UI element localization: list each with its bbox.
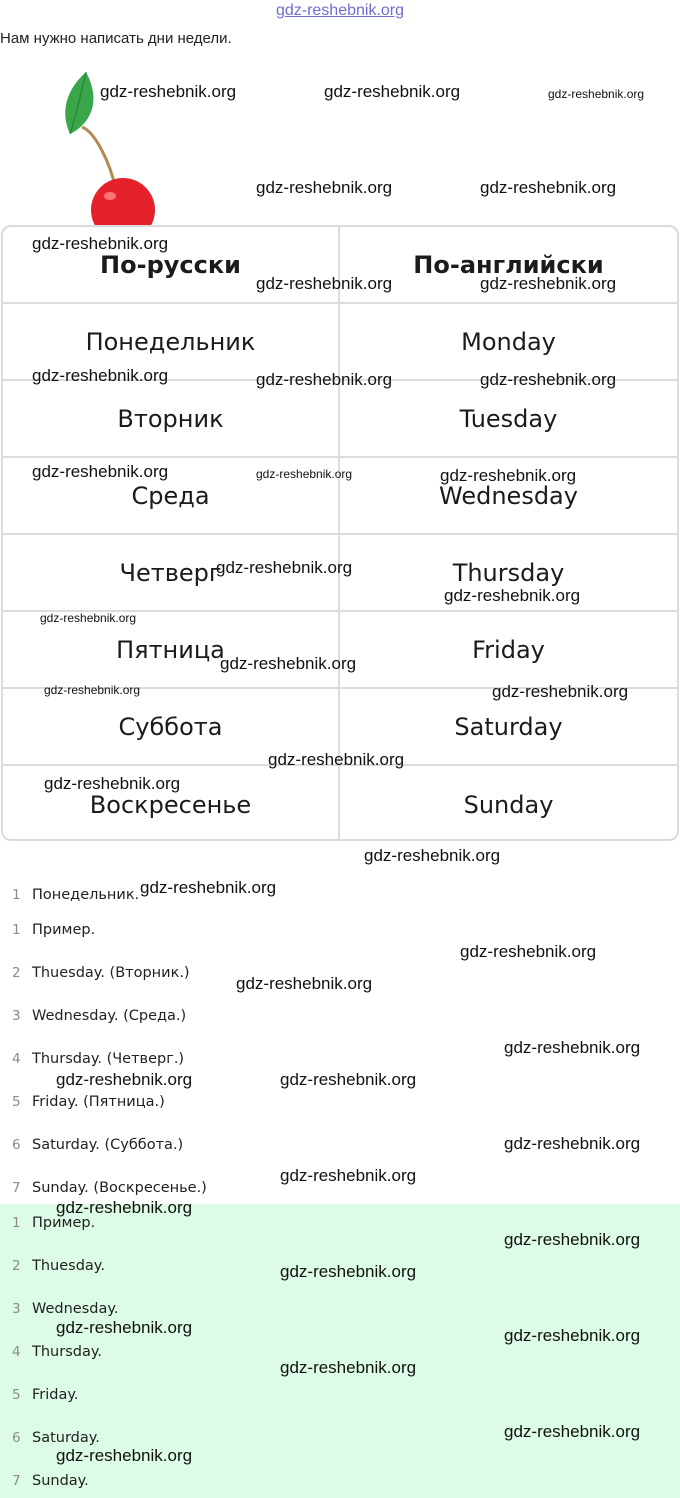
list-item — [0, 918, 95, 942]
cell-english: Tuesday — [459, 404, 558, 433]
list-item-text: Friday. — [32, 1387, 79, 1403]
list-item-text: Saturday. (Суббота.) — [32, 1137, 184, 1153]
watermark: gdz-reshebnik.org — [56, 1446, 193, 1465]
watermark: gdz-reshebnik.org — [324, 82, 461, 101]
cherry-highlight — [104, 192, 116, 200]
list-item-text: Thuesday. — [32, 1258, 105, 1274]
list-item — [0, 1340, 102, 1364]
cell-english: Wednesday — [439, 481, 578, 510]
cell-english: Thursday — [452, 558, 565, 587]
intro-text: Нам нужно написать дни недели. — [0, 30, 232, 47]
cell-russian: Воскресенье — [3, 766, 340, 841]
cell-russian: Пятница — [3, 612, 340, 687]
watermark: gdz-reshebnik.org — [140, 878, 277, 897]
watermark: gdz-reshebnik.org — [504, 1038, 641, 1057]
list-item — [0, 1254, 105, 1278]
list-item-text: Понедельник. — [32, 887, 140, 903]
cell-russian: Четверг — [3, 535, 340, 610]
list-item — [0, 1133, 183, 1157]
watermark: gdz-reshebnik.org — [504, 1422, 641, 1441]
list-item-text: Friday. (Пятница.) — [32, 1094, 165, 1110]
list-item-number: 6 — [12, 1430, 21, 1446]
watermark: gdz-reshebnik.org — [268, 750, 405, 769]
watermark: gdz-reshebnik.org — [256, 370, 393, 389]
list-item-text: Saturday. — [32, 1430, 100, 1446]
watermark: gdz-reshebnik.org — [504, 1134, 641, 1153]
list-item-text: Thursday. (Четверг.) — [32, 1051, 185, 1067]
watermark: gdz-reshebnik.org — [504, 1326, 641, 1345]
watermark: gdz-reshebnik.org — [480, 370, 617, 389]
watermark: gdz-reshebnik.org — [56, 1198, 193, 1217]
cell-russian: Суббота — [3, 689, 340, 764]
list-item-text: Пример. — [32, 1215, 96, 1231]
list-item-number: 4 — [12, 1344, 21, 1360]
watermark: gdz-reshebnik.org — [444, 586, 581, 605]
list-item-number: 4 — [12, 1051, 21, 1067]
list-item-text: Wednesday. — [32, 1301, 119, 1317]
watermark: gdz-reshebnik.org — [44, 774, 181, 793]
list-item — [0, 1004, 186, 1028]
cell-english: Friday — [472, 635, 545, 664]
list-item — [0, 1469, 89, 1493]
list-item — [0, 1383, 79, 1407]
cell-english: Saturday — [454, 712, 563, 741]
list-item — [0, 1176, 207, 1200]
watermark: gdz-reshebnik.org — [256, 178, 393, 197]
cherry-fruit — [91, 178, 155, 227]
header-russian: По-русски — [3, 227, 340, 302]
list-item-number: 7 — [12, 1180, 21, 1196]
cell-russian: Понедельник — [3, 304, 340, 379]
watermark: gdz-reshebnik.org — [56, 1070, 193, 1089]
list-item-text: Sunday. (Воскресенье.) — [32, 1180, 207, 1196]
list-item-number: 6 — [12, 1137, 21, 1153]
watermark: gdz-reshebnik.org — [44, 683, 141, 697]
table-row — [3, 381, 677, 458]
cell-russian: Среда — [3, 458, 340, 533]
watermark: gdz-reshebnik.org — [504, 1230, 641, 1249]
list-item-number: 5 — [12, 1094, 21, 1110]
watermark: gdz-reshebnik.org — [56, 1318, 193, 1337]
watermark: gdz-reshebnik.org — [100, 82, 237, 101]
list-item-number: 2 — [12, 965, 21, 981]
watermark: gdz-reshebnik.org — [280, 1358, 417, 1377]
list-item-text: Пример. — [32, 922, 96, 938]
list-item-number: 1 — [12, 1215, 21, 1231]
cell-english: Sunday — [463, 790, 554, 819]
watermark: gdz-reshebnik.org — [216, 558, 353, 577]
header-english: По-английски — [413, 250, 604, 279]
watermark: gdz-reshebnik.org — [32, 462, 169, 481]
watermark: gdz-reshebnik.org — [280, 1262, 417, 1281]
cell-english: Monday — [461, 327, 556, 356]
watermark: gdz-reshebnik.org — [480, 178, 617, 197]
watermark: gdz-reshebnik.org — [480, 274, 617, 293]
list-item — [0, 1090, 165, 1114]
list-item-number: 7 — [12, 1473, 21, 1489]
list-item-text: Sunday. — [32, 1473, 89, 1489]
list-item-text: Wednesday. (Среда.) — [32, 1008, 187, 1024]
watermark: gdz-reshebnik.org — [256, 467, 353, 481]
watermark: gdz-reshebnik.org — [440, 466, 577, 485]
watermark: gdz-reshebnik.org — [40, 611, 137, 625]
weekdays-table — [1, 225, 679, 841]
list-item — [0, 1047, 184, 1071]
watermark: gdz-reshebnik.org — [280, 1070, 417, 1089]
cherry-leaf — [65, 72, 93, 134]
list-item-number: 5 — [12, 1387, 21, 1403]
cell-russian: Вторник — [3, 381, 340, 456]
list-item-number: 1 — [12, 887, 21, 903]
list-item-text: Thuesday. (Вторник.) — [32, 965, 190, 981]
watermark: gdz-reshebnik.org — [32, 366, 169, 385]
list-item — [0, 961, 190, 985]
list-item-text: Thursday. — [32, 1344, 102, 1360]
watermark: gdz-reshebnik.org — [364, 846, 501, 865]
watermark: gdz-reshebnik.org — [548, 87, 645, 101]
watermark: gdz-reshebnik.org — [220, 654, 357, 673]
watermark: gdz-reshebnik.org — [492, 682, 629, 701]
list-item — [0, 883, 139, 907]
list-item-number: 1 — [12, 922, 21, 938]
list-item-number: 2 — [12, 1258, 21, 1274]
watermark: gdz-reshebnik.org — [280, 1166, 417, 1185]
watermark: gdz-reshebnik.org — [460, 942, 597, 961]
list-item-number: 3 — [12, 1008, 21, 1024]
list-item-number: 3 — [12, 1301, 21, 1317]
site-header-link[interactable]: gdz-reshebnik.org — [275, 2, 405, 19]
watermark: gdz-reshebnik.org — [256, 274, 393, 293]
watermark: gdz-reshebnik.org — [236, 974, 373, 993]
watermark: gdz-reshebnik.org — [32, 234, 169, 253]
